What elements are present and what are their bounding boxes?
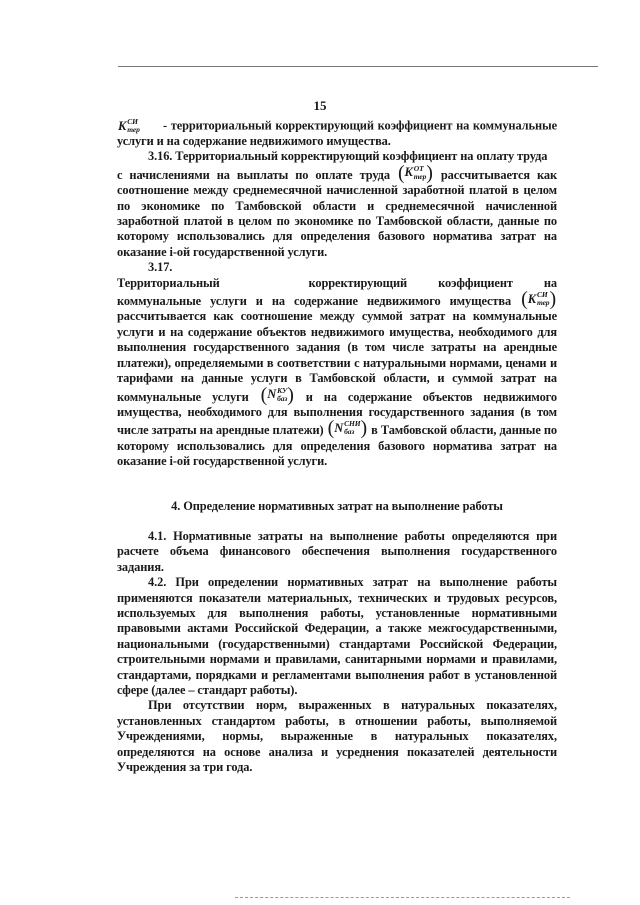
page-number: 15 bbox=[313, 98, 327, 113]
symbol-n-baz-ku: ( N КУ баз ) bbox=[260, 383, 294, 406]
definition-k-si-text: - территориальный корректирующий коэффициент на коммунальные услуги и на содержание недвижимого имущества. bbox=[117, 118, 557, 148]
paragraph-3-17-line1: 3.17. Территориальный корректирующий коэффициент на bbox=[117, 260, 557, 290]
top-rule bbox=[118, 66, 598, 67]
symbol-k-ter-si: K СИ тер bbox=[118, 117, 140, 134]
symbol-n-baz-sni: ( N СНИ баз ) bbox=[327, 417, 368, 440]
section-4-heading: 4. Определение нормативных затрат на выполнение работы bbox=[171, 498, 503, 513]
document-body bbox=[117, 118, 557, 775]
paragraph-3-16-line1: 3.16. Территориальный корректирующий коэффициент на оплату труда bbox=[148, 149, 548, 164]
paragraph-3-17-body: коммунальные услуги и на содержание недвижимого имущества ( K СИ тер ) рассчитывается как соотношение между суммой затрат на коммунальные услуги и на содержание объектов недвижимого имущества, необходимого для выполнения государственного задания (в том числе затраты на арендные платежи), определяемыми в соответствии с натуральными нормами, ценами и тарифами на данные услуги в Тамбовской области, и суммой затрат на коммунальные услуги ( N КУ баз ) и на содержание объектов недвижимого имущества, необходимого для выполнения государственного задания (в том числе затраты на арендные платежи) ( N СНИ баз ) в Тамбовской области, данные по которому использовались для определения базового норматива затрат на оказание i-ой государственной услуги. bbox=[117, 288, 558, 469]
symbol-k-ter-si-2: ( K СИ тер ) bbox=[521, 288, 557, 311]
paragraph-4-2: 4.2. При определении нормативных затрат на выполнение работы применяются показатели материальных, технических и трудовых ресурсов, используемых для выполнения работы, установленные нормативными правовыми актами Российской Федерации, а также межгосударственными, национальными (государственными) стандартами Российской Федерации, строительными нормами и правилами, санитарными нормами и правилами, стандартами, порядками и регламентами выполнения работ в установленной сфере (далее – стандарт работы). bbox=[117, 575, 557, 697]
bottom-scan-edge bbox=[235, 897, 570, 898]
paragraph-3-16-body: с начислениями на выплаты по оплате труда ( K ОТ тер ) рассчитывается как соотношение между среднемесячной начисленной заработной платой в целом по экономике по Тамбовской области и среднемесячной начисленной заработной платой в целом по экономике по Тамбовской области, данные по которому использовались для определения базового норматива затрат на оказание i-ой государственной услуги. bbox=[117, 161, 557, 259]
definition-k-si bbox=[117, 118, 557, 149]
symbol-k-ter-ot: ( K ОТ тер ) bbox=[397, 161, 433, 184]
paragraph-4-1: 4.1. Нормативные затраты на выполнение работы определяются при расчете объема финансового обеспечения выполнения государственного задания. bbox=[117, 528, 557, 574]
paragraph-4-3: При отсутствии норм, выраженных в натуральных показателях, установленных стандартом работы, в отношении работы, выполняемой Учреждениями, нормы, выраженные в натуральных показателях, определяются на основе анализа и усреднения показателей деятельности Учреждения за три года. bbox=[117, 698, 557, 775]
